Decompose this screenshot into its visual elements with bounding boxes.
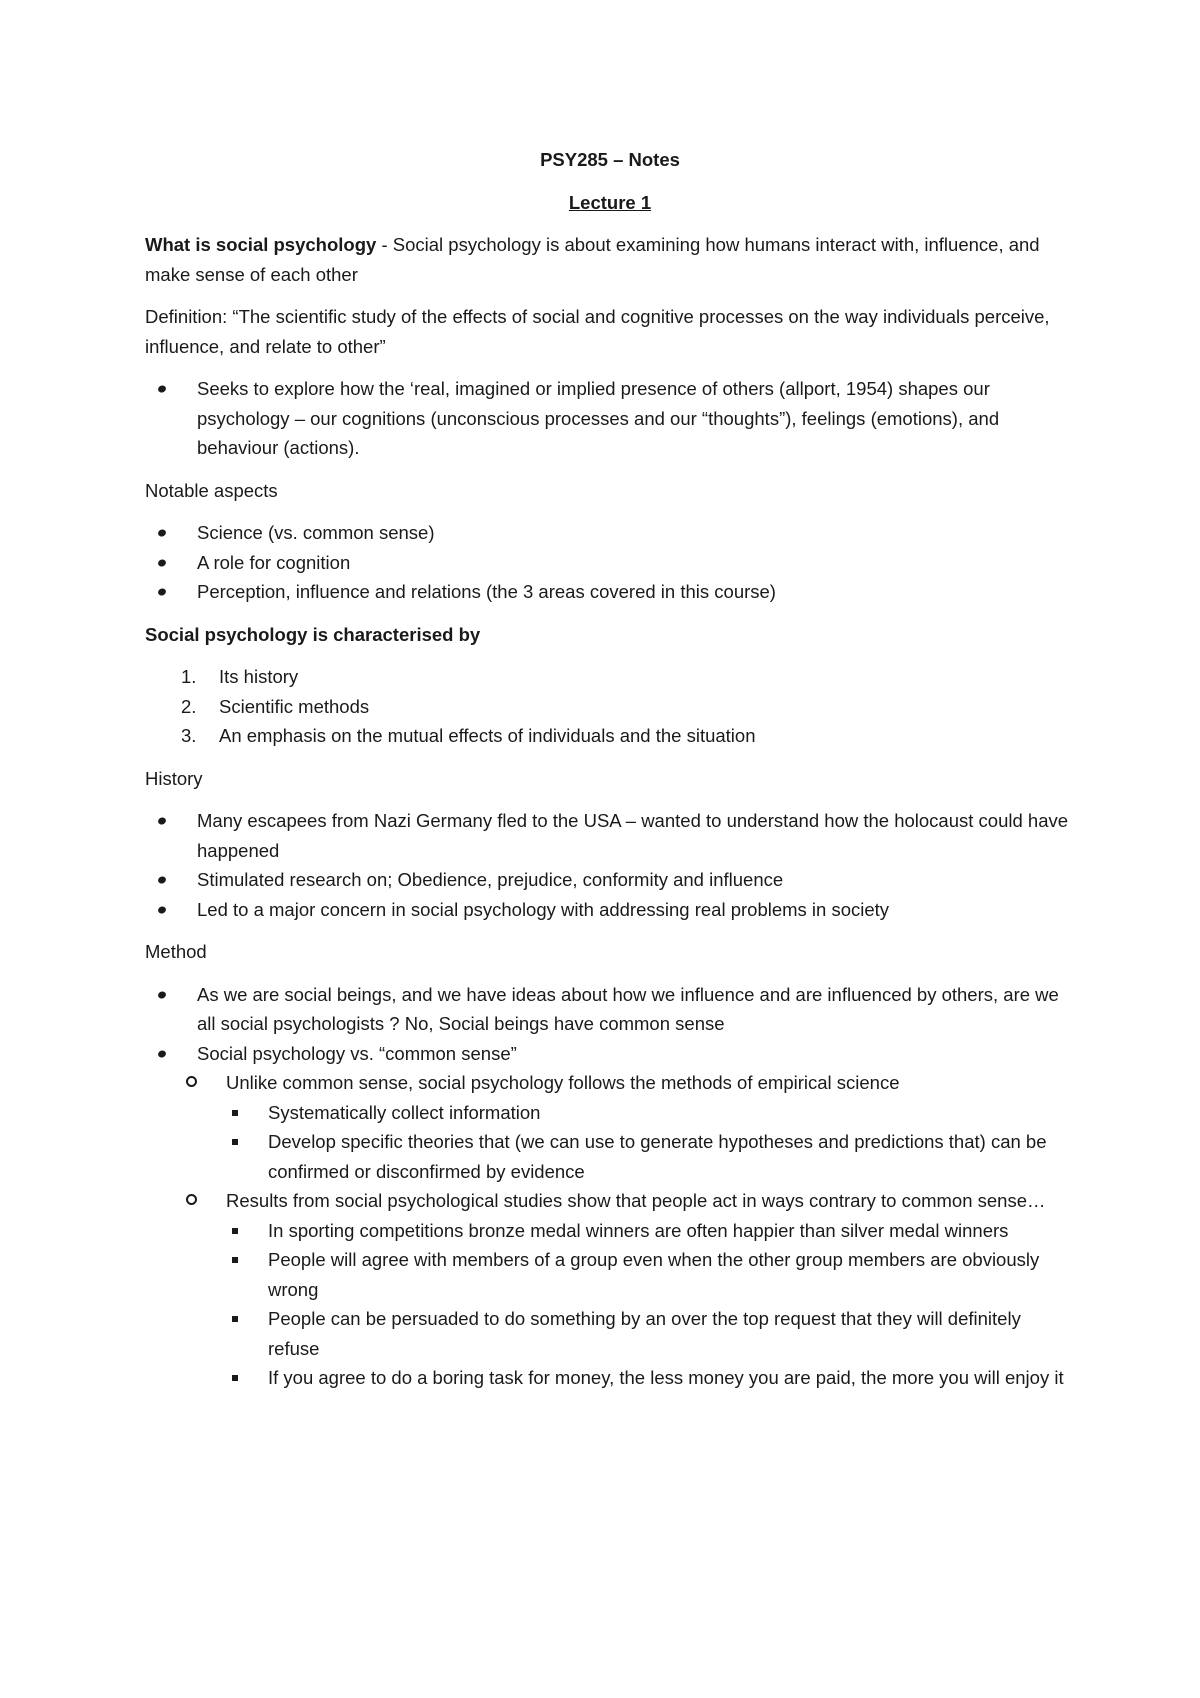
sub-sub-list-item [145, 1098, 1075, 1128]
list-item-text: As we are social beings, and we have ideas about how we influence and are influenced by others, are we all social psychologists ? No, Social beings have common sense [197, 983, 1059, 1034]
list-item-text: A role for cognition [197, 551, 351, 573]
sub-list-item [145, 1186, 1075, 1216]
sub-sub-list-item [145, 1363, 1075, 1393]
bullet-icon [157, 558, 167, 567]
list-item-text: Many escapees from Nazi Germany fled to the USA – wanted to understand how the holocaust could have happened [197, 810, 1069, 861]
sub-sub-list-item-text: Develop specific theories that (we can use to generate hypotheses and predictions that) can be confirmed or disconfirmed by evidence [268, 1131, 1047, 1182]
sub-sub-list-item-text: Systematically collect information [268, 1101, 541, 1123]
sub-sub-list-item-text: In sporting competitions bronze medal winners are often happier than silver medal winners [268, 1219, 1009, 1241]
list-item [145, 662, 1075, 692]
notable-heading: Notable aspects [145, 479, 278, 501]
list-item [145, 374, 1075, 463]
square-bullet-icon [232, 1316, 238, 1322]
sub-list-item-text: Results from social psychological studies show that people act in ways contrary to common sense… [226, 1190, 1046, 1211]
characterised-list [145, 662, 1075, 751]
intro-paragraph [145, 230, 1075, 289]
list-item [145, 721, 1075, 751]
list-item [145, 548, 1075, 578]
list-item-text: Seeks to explore how the ‘real, imagined or implied presence of others (allport, 1954) shapes our psychology – our cognitions (unconscious processes and our “thoughts”), feelings (emotions), and behaviour (actions). [197, 378, 1000, 458]
method-heading: Method [145, 941, 207, 962]
bullet-icon [157, 587, 167, 596]
list-item-text: An emphasis on the mutual effects of individuals and the situation [219, 725, 756, 746]
list-item-text: Perception, influence and relations (the 3 areas covered in this course) [197, 581, 776, 602]
list-item [145, 692, 1075, 722]
intro-text: - Social psychology is about examining how humans interact with, influence, and make sense of each other [145, 234, 1040, 285]
list-item-text: Social psychology vs. “common sense” [197, 1042, 517, 1064]
bullet-icon [157, 905, 167, 914]
intro-bold-term: What is social psychology [145, 234, 377, 255]
bullet-icon [157, 875, 167, 884]
sub-sub-list-item-text: If you agree to do a boring task for money, the less money you are paid, the more you will enjoy it [268, 1367, 1064, 1388]
bullet-icon [157, 1049, 167, 1058]
list-number: 1. [181, 666, 197, 687]
bullet-icon [157, 990, 167, 999]
list-item-text: Its history [219, 666, 299, 687]
list-item [145, 1039, 1075, 1069]
square-bullet-icon [232, 1228, 238, 1234]
bullet-icon [157, 384, 167, 393]
list-item [145, 577, 1075, 607]
list-number: 3. [181, 725, 197, 746]
square-bullet-icon [232, 1110, 238, 1116]
sub-sub-list-item [145, 1304, 1075, 1363]
list-item-text: Science (vs. common sense) [197, 522, 435, 543]
list-item-text: Scientific methods [219, 695, 370, 717]
lecture-heading: Lecture 1 [568, 191, 652, 213]
list-item [145, 895, 1075, 925]
method-list [145, 980, 1075, 1393]
list-item [145, 518, 1075, 548]
square-bullet-icon [232, 1375, 238, 1381]
notable-list [145, 518, 1075, 607]
square-bullet-icon [232, 1139, 238, 1145]
list-item [145, 980, 1075, 1039]
bullet-icon [157, 528, 167, 537]
bullet-icon [157, 816, 167, 825]
sub-sub-list-item-text: People will agree with members of a group even when the other group members are obviously wrong [268, 1249, 1040, 1300]
definition-list [145, 374, 1075, 463]
sub-list-item-text: Unlike common sense, social psychology follows the methods of empirical science [226, 1072, 900, 1093]
sub-sub-list-item [145, 1127, 1075, 1186]
list-item-text: Led to a major concern in social psychology with addressing real problems in society [197, 898, 890, 920]
sub-sub-list-item-text: People can be persuaded to do something by an over the top request that they will definitely refuse [268, 1308, 1021, 1359]
history-heading: History [145, 767, 203, 789]
sub-list-item [145, 1068, 1075, 1098]
circle-bullet-icon [186, 1076, 197, 1087]
square-bullet-icon [232, 1257, 238, 1263]
list-number: 2. [181, 695, 197, 717]
document-title: PSY285 – Notes [540, 149, 680, 170]
list-item [145, 806, 1075, 865]
list-item [145, 865, 1075, 895]
sub-sub-list-item [145, 1216, 1075, 1246]
document-content [145, 145, 1075, 1406]
definition-paragraph: Definition: “The scientific study of the effects of social and cognitive processes on the way individuals perceive, influence, and relate to other” [145, 306, 1050, 357]
characterised-heading: Social psychology is characterised by [145, 623, 481, 645]
circle-bullet-icon [186, 1194, 197, 1205]
history-list [145, 806, 1075, 924]
sub-sub-list-item [145, 1245, 1075, 1304]
list-item-text: Stimulated research on; Obedience, prejudice, conformity and influence [197, 869, 784, 890]
